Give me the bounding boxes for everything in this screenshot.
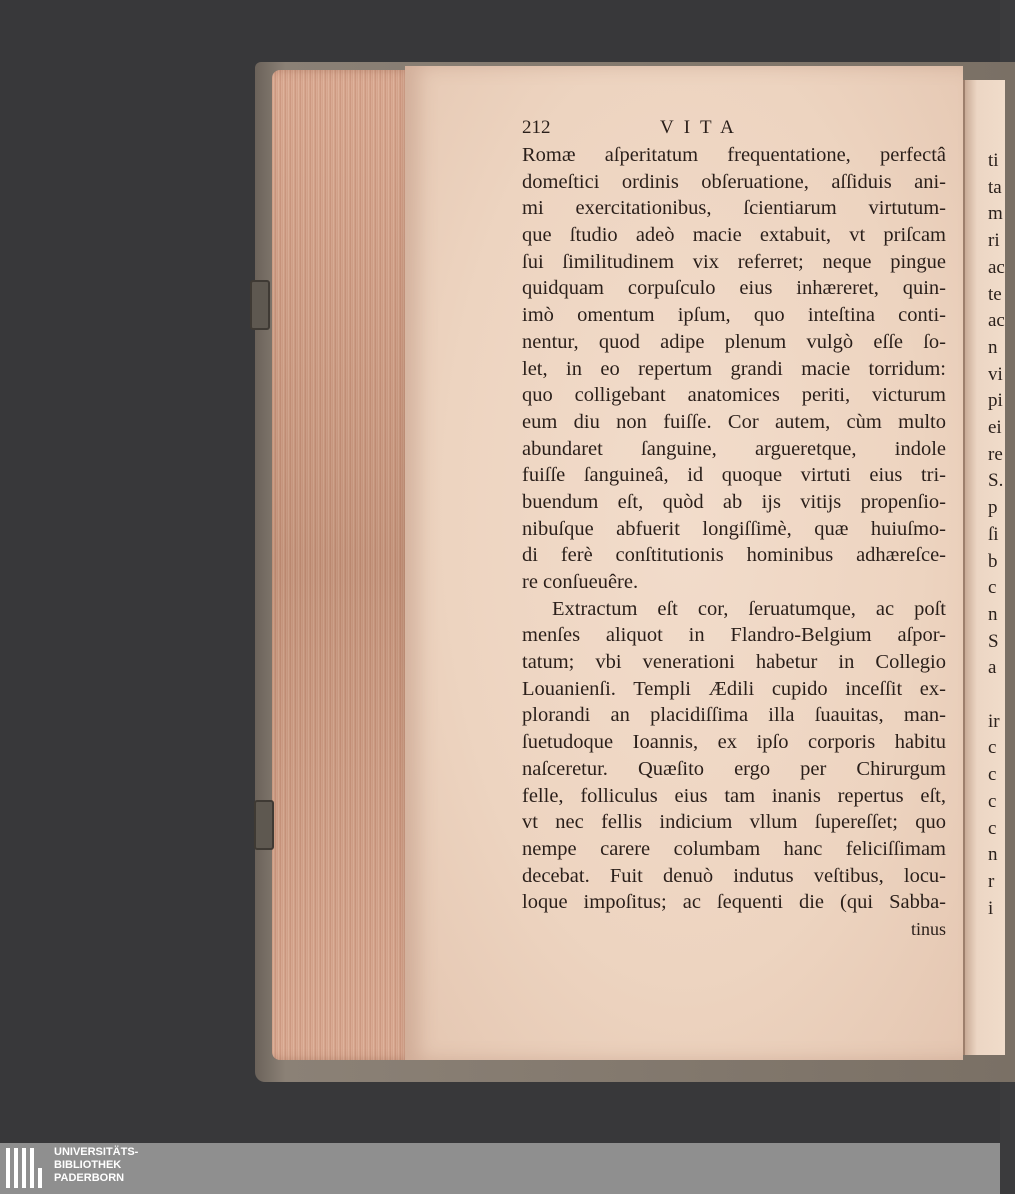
next-page-letter: vi — [988, 363, 1003, 385]
next-page-letter: ſi — [988, 523, 999, 545]
text-line: menſes aliquot in Flandro-Belgium aſpor- — [522, 624, 946, 647]
next-page-letter: n — [988, 844, 998, 866]
next-page-letter: ei — [988, 417, 1002, 438]
text-line: re conſueuêre. — [522, 571, 639, 593]
text-line: nibuſque abfuerit longiſſimè, quæ huiuſmo- — [522, 517, 946, 540]
next-page-letter: re — [988, 443, 1003, 465]
next-page-letter: b — [988, 550, 998, 572]
next-page-letter: ta — [988, 176, 1002, 198]
text-line: vt nec fellis indicium vllum ſupereſſet; quo — [522, 811, 946, 834]
next-page-letter: a — [988, 657, 997, 679]
library-name — [54, 1146, 138, 1185]
text-line: Extractum eſt cor, ſeruatumque, ac poſt — [552, 597, 946, 620]
text-line: eum diu non fuiſſe. Cor autem, cùm multo — [522, 410, 946, 433]
text-line: loque impoſitus; ac ſequenti die (qui Sabba- — [522, 891, 946, 914]
text-line: decebat. Fuit denuò indutus veſtibus, locu- — [522, 864, 946, 887]
next-page-letter: n — [988, 603, 998, 625]
next-page-letter: c — [988, 577, 997, 599]
clasp-top — [250, 280, 270, 330]
next-page-letter: i — [988, 897, 994, 919]
text-line: quidquam corpuſculo eius inhæreret, quin- — [522, 277, 946, 300]
text-line: abundaret ſanguine, argueretque, indole — [522, 437, 946, 460]
next-page-letter: c — [988, 817, 997, 839]
text-line: imò omentum ipſum, quo inteſtina conti- — [522, 304, 946, 327]
text-line: ſui ſimilitudinem vix referret; neque pingue — [522, 250, 946, 273]
library-name-line1: UNIVERSITÄTS- — [54, 1146, 139, 1158]
next-page-letter: ac — [988, 256, 1005, 278]
text-line: nempe carere columbam hanc feliciſſimam — [522, 837, 946, 860]
text-line: tatum; vbi venerationi habetur in Collegio — [522, 651, 946, 674]
catchword: tinus — [910, 918, 946, 939]
next-page-letter: S — [988, 630, 999, 652]
next-page-letter: S. — [988, 470, 1004, 492]
next-page-letter: pi — [988, 390, 1003, 412]
next-page-letter: c — [988, 737, 997, 759]
next-page-edge — [963, 80, 1005, 1055]
library-logo-icon — [6, 1148, 48, 1188]
text-line: naſceretur. Quæſito ergo per Chirurgum — [522, 757, 946, 780]
next-page-letter: c — [988, 790, 997, 812]
library-name-line2: BIBLIOTHEK — [54, 1159, 122, 1171]
next-page-letter: p — [988, 497, 998, 519]
next-page-letter: c — [988, 764, 997, 786]
next-page-letter: n — [988, 336, 998, 358]
text-line: quo colligebant anatomices periti, victurum — [522, 384, 946, 407]
library-name-line3: PADERBORN — [54, 1172, 125, 1184]
text-line: Louanienſi. Templi Ædili cupido inceſſit ex- — [522, 677, 946, 700]
next-page-letter: r — [988, 870, 995, 892]
text-body — [522, 142, 946, 916]
text-line: Romæ aſperitatum frequentatione, perfectâ — [522, 144, 946, 166]
text-line: mi exercitationibus, ſcientiarum virtutum- — [522, 197, 946, 220]
next-page-letter: ri — [988, 230, 1000, 252]
text-line: fuiſſe ſanguineâ, id quoque virtuti eius tri- — [522, 464, 946, 487]
text-line: felle, folliculus eius tam inanis repertus eſt, — [522, 784, 946, 807]
clasp-bottom — [254, 800, 274, 850]
page-number: 212 — [522, 117, 551, 138]
page-text — [522, 115, 946, 942]
text-line: plorandi an placidiſſima illa ſuauitas, man- — [522, 704, 946, 727]
text-line: domeſtici ordinis obſeruatione, aſſiduis ani- — [522, 170, 946, 193]
next-page-letter: ac — [988, 310, 1005, 332]
text-line: buendum eſt, quòd ab ijs vitijs propenſio- — [522, 490, 946, 513]
library-banner — [0, 1143, 1000, 1194]
text-line: nentur, quod adipe plenum vulgò eſſe ſo- — [522, 330, 946, 353]
text-line: let, in eo repertum grandi macie torridum: — [522, 357, 946, 380]
next-page-letter: ir — [988, 710, 1000, 732]
next-page-letter: te — [988, 283, 1002, 305]
text-line: que ſtudio adeò macie extabuit, vt priſcam — [522, 224, 946, 247]
text-line: ſuetudoque Ioannis, ex ipſo corporis habitu — [522, 731, 946, 754]
page-header — [522, 115, 946, 142]
next-page-letter: m — [988, 203, 1003, 225]
running-head: VITA — [660, 117, 744, 138]
page-edges — [272, 70, 412, 1060]
next-page-letter: ti — [988, 150, 999, 171]
text-line: di ferè conſtitutionis hominibus adhæreſce- — [522, 544, 946, 567]
